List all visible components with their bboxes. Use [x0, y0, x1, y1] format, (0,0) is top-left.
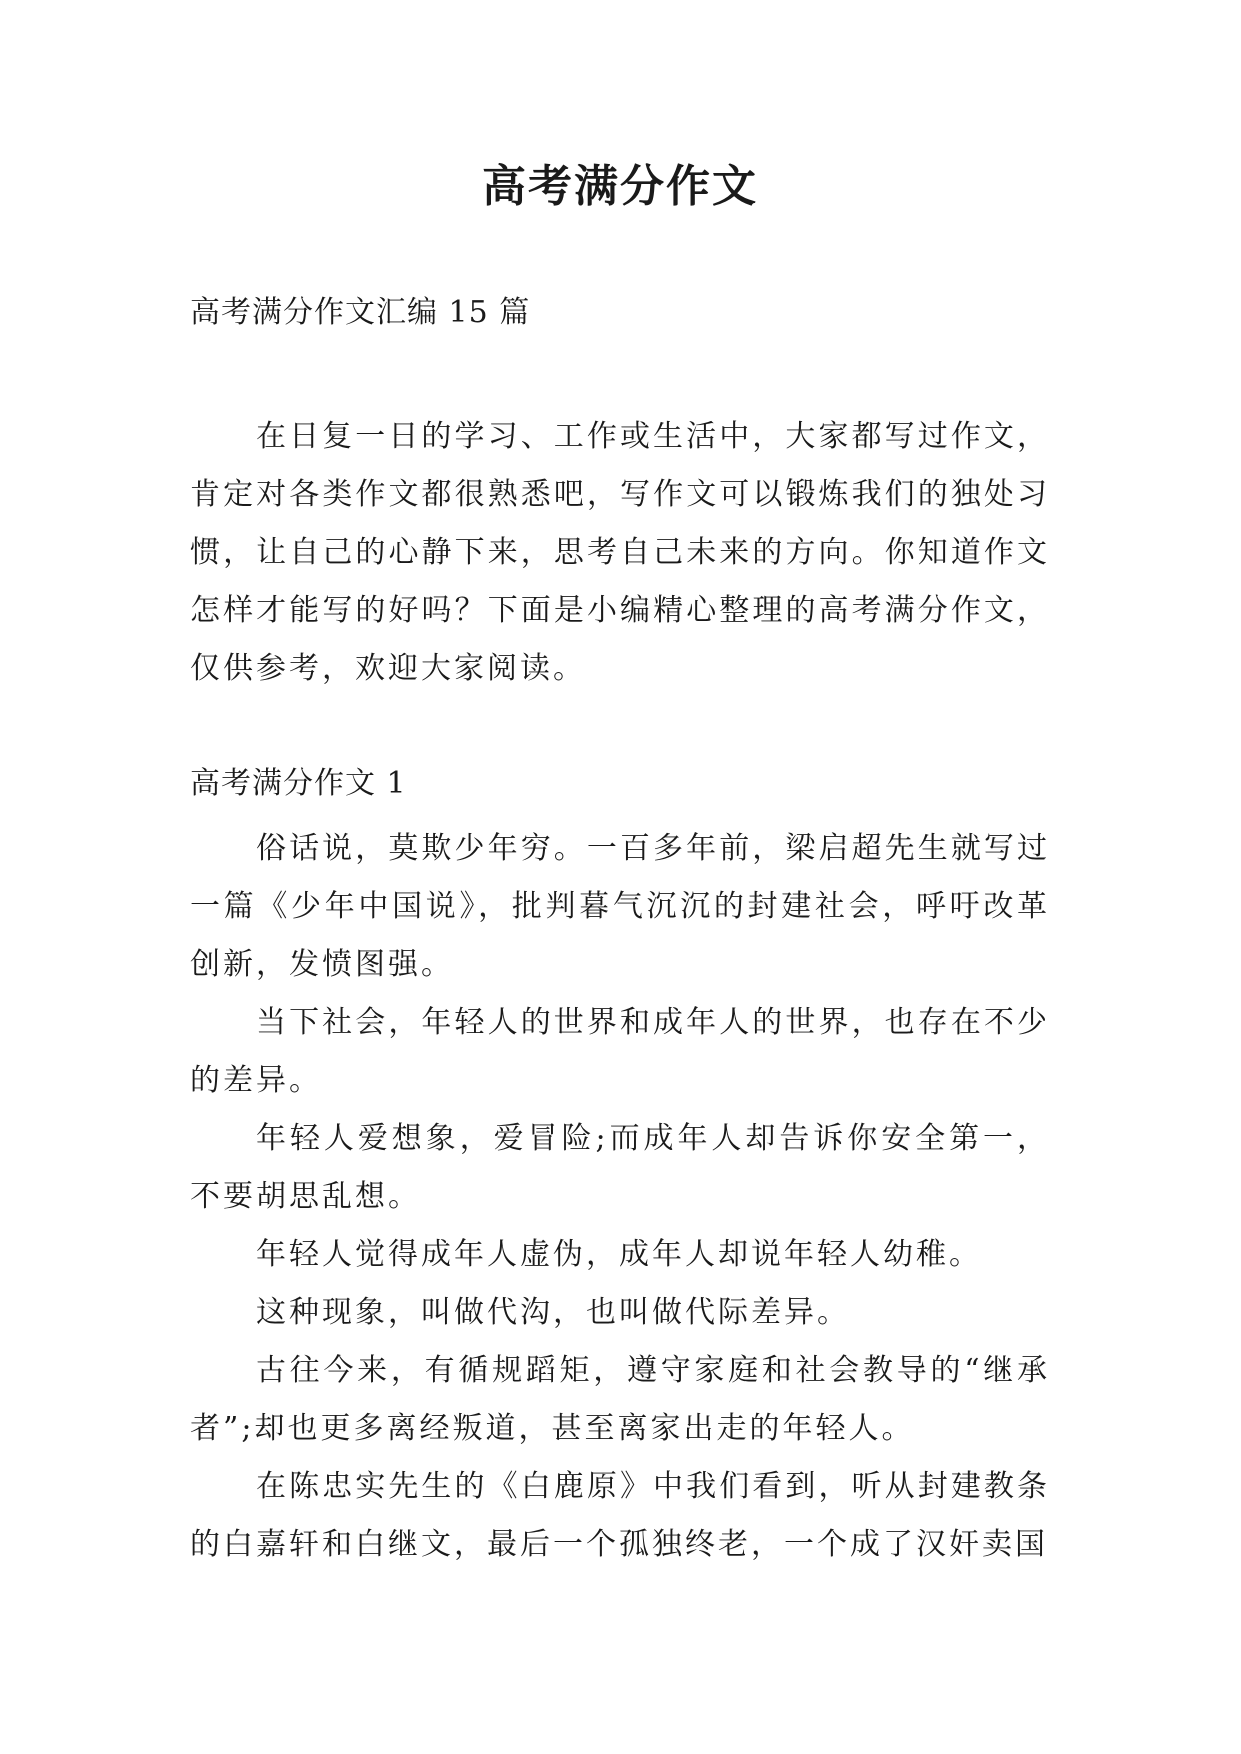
essay-paragraph: 年轻人觉得成年人虚伪，成年人却说年轻人幼稚。 [256, 1237, 982, 1272]
essay-paragraph: 年轻人爱想象，爱冒险;而成年人却告诉你安全第一，不要胡思乱想。 [190, 1121, 1050, 1214]
essay-paragraph: 俗话说，莫欺少年穷。一百多年前，梁启超先生就写过一篇《少年中国说》，批判暮气沉沉的封建社会，呼吁改革创新，发愤图强。 [190, 831, 1050, 982]
section-heading: 高考满分作文 1 [190, 766, 407, 801]
document-title: 高考满分作文 [482, 161, 758, 212]
essay-paragraph: 当下社会，年轻人的世界和成年人的世界，也存在不少的差异。 [190, 1005, 1050, 1098]
essay-body [190, 820, 1050, 1574]
essay-paragraph: 在陈忠实先生的《白鹿原》中我们看到，听从封建教条的白嘉轩和白继文，最后一个孤独终老，一个成了汉奸卖国 [190, 1469, 1050, 1562]
intro-paragraph: 在日复一日的学习、工作或生活中，大家都写过作文，肯定对各类作文都很熟悉吧，写作文可以锻炼我们的独处习惯，让自己的心静下来，思考自己未来的方向。你知道作文怎样才能写的好吗？下面是小编精心整理的高考满分作文，仅供参考，欢迎大家阅读。 [190, 419, 1050, 686]
document-subtitle: 高考满分作文汇编 15 篇 [190, 295, 531, 330]
essay-paragraph: 这种现象，叫做代沟，也叫做代际差异。 [256, 1295, 850, 1330]
essay-paragraph: 古往今来，有循规蹈矩，遵守家庭和社会教导的“继承者”;却也更多离经叛道，甚至离家出走的年轻人。 [190, 1353, 1050, 1446]
